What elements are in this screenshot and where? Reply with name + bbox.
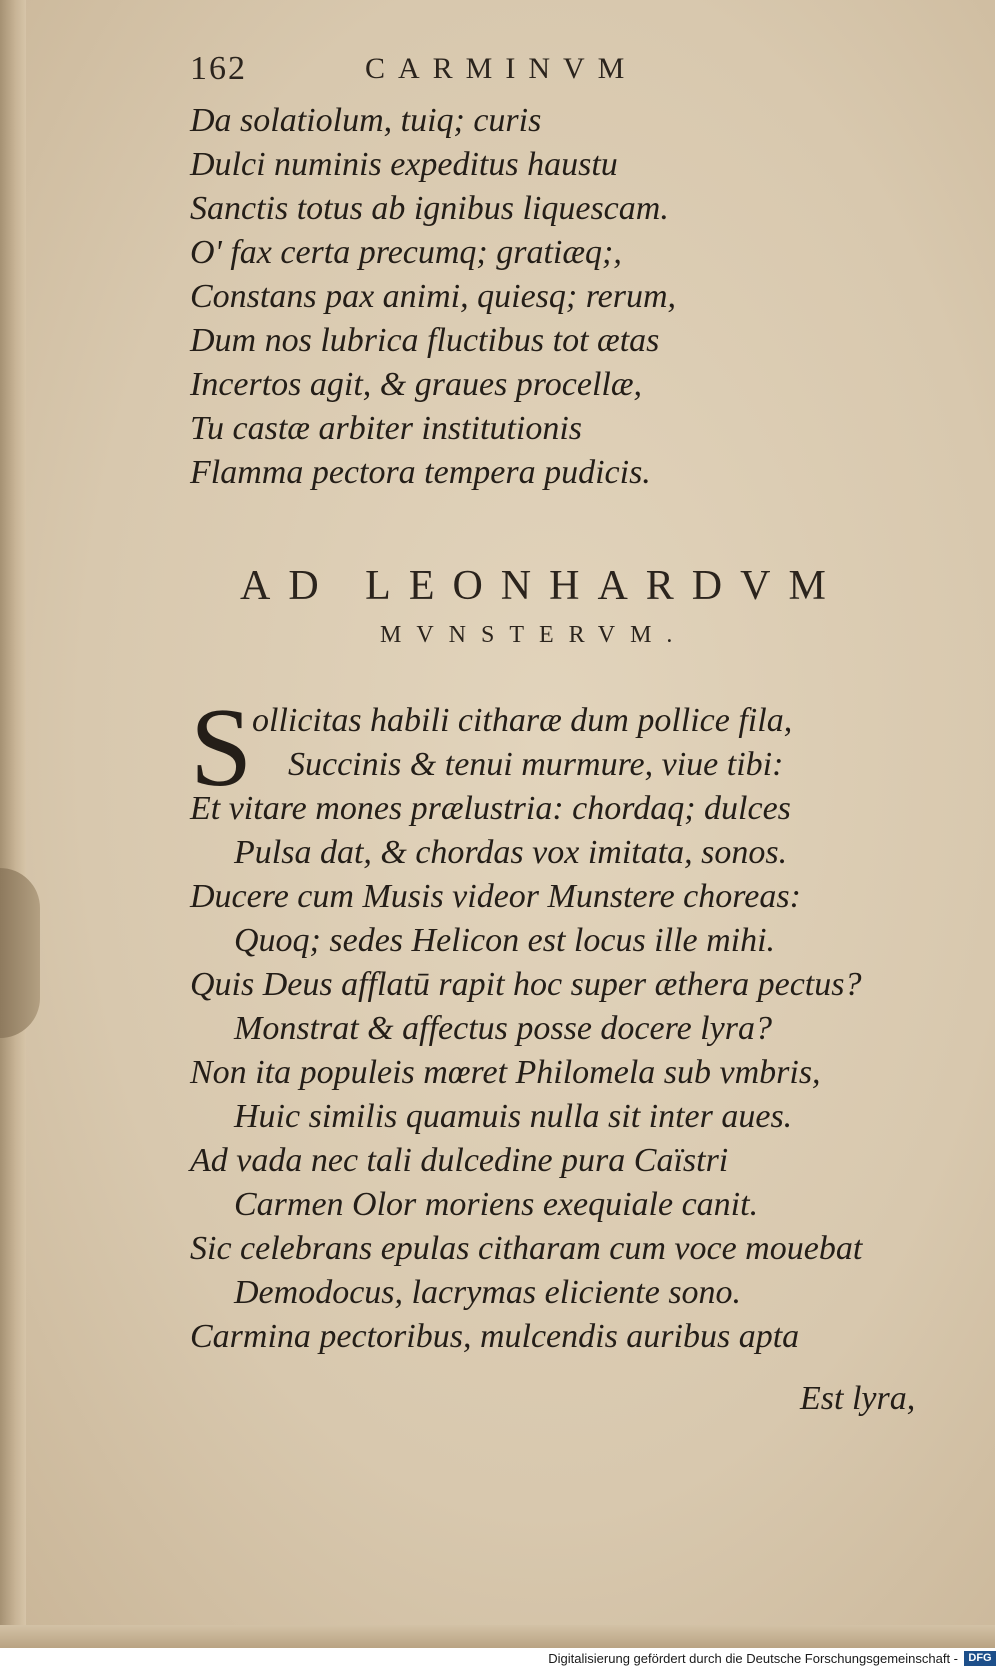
poem-title: AD LEONHARDVM <box>240 563 844 609</box>
catchword: Est lyra, <box>800 1380 916 1417</box>
verse-line: Sic celebrans epulas citharam cum voce mouebat <box>190 1230 863 1267</box>
digitization-footer <box>0 1648 1000 1669</box>
verse-line: Da solatiolum, tuiq; curis <box>190 102 542 139</box>
verse-line: Sanctis totus ab ignibus liquescam. <box>190 190 669 227</box>
verse-line: Succinis & tenui murmure, viue tibi: <box>288 746 784 783</box>
verse-line: Quis Deus afflatū rapit hoc super æthera pectus? <box>190 966 862 1003</box>
verse-line: Huic similis quamuis nulla sit inter aues. <box>234 1098 793 1135</box>
verse-line: Carmina pectoribus, mulcendis auribus apta <box>190 1318 800 1355</box>
page-bottom-edge <box>0 1625 995 1648</box>
poem-subtitle: MVNSTERVM. <box>380 622 688 648</box>
page-tab <box>0 868 40 1038</box>
verse-line: Monstrat & affectus posse docere lyra? <box>234 1010 772 1047</box>
verse-line: ollicitas habili citharæ dum pollice fila, <box>252 702 793 739</box>
page-gutter <box>0 0 26 1648</box>
verse-line: Quoq; sedes Helicon est locus ille mihi. <box>234 922 776 959</box>
dfg-logo[interactable]: DFG <box>964 1651 996 1666</box>
verse-line: Dum nos lubrica fluctibus tot ætas <box>190 322 660 359</box>
verse-line: Ad vada nec tali dulcedine pura Caïstri <box>190 1142 729 1179</box>
verse-line: Constans pax animi, quiesq; rerum, <box>190 278 677 315</box>
verse-line: O' fax certa precumq; gratiæq;, <box>190 234 622 271</box>
verse-line: Pulsa dat, & chordas vox imitata, sonos. <box>234 834 788 871</box>
verse-line: Carmen Olor moriens exequiale canit. <box>234 1186 759 1223</box>
verse-line: Incertos agit, & graues procellæ, <box>190 366 643 403</box>
verse-line: Flamma pectora tempera pudicis. <box>190 454 651 491</box>
verse-line: Non ita populeis mœret Philomela sub vmbris, <box>190 1054 821 1091</box>
funding-credit: Digitalisierung gefördert durch die Deutsche Forschungsgemeinschaft - <box>548 1651 958 1666</box>
page-number: 162 <box>190 50 247 87</box>
verse-line: Demodocus, lacrymas eliciente sono. <box>234 1274 742 1311</box>
verse-line: Ducere cum Musis videor Munstere choreas: <box>190 878 801 915</box>
drop-capital: S <box>190 686 253 810</box>
verse-line: Tu castæ arbiter institutionis <box>190 410 583 447</box>
running-title: CARMINVM <box>365 52 638 85</box>
verse-line: Dulci numinis expeditus haustu <box>190 146 618 183</box>
verse-line: Et vitare mones prælustria: chordaq; dulces <box>190 790 791 827</box>
